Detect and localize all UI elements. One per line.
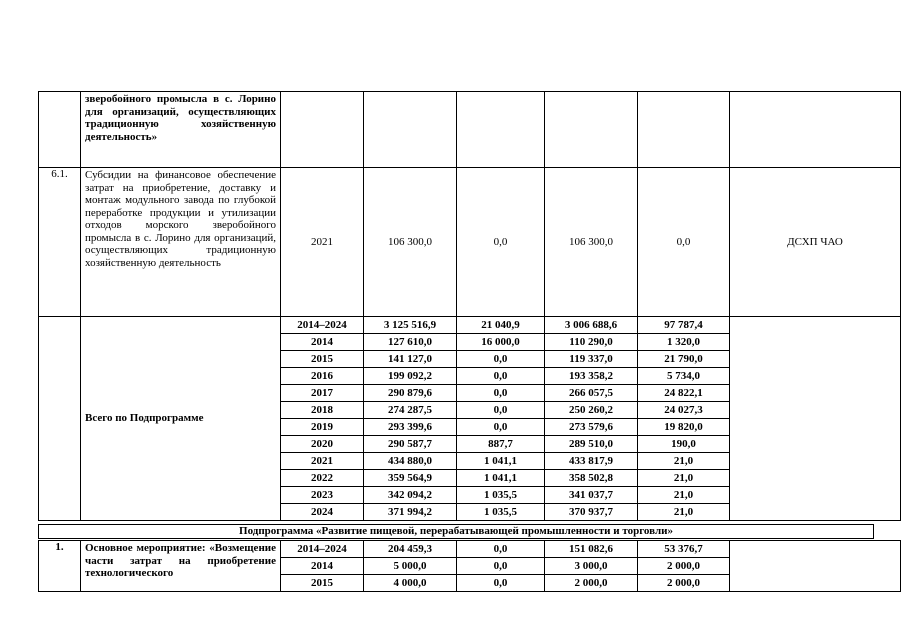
cell-year: 2023 xyxy=(281,487,364,504)
cell-federal: 0,0 xyxy=(457,368,545,385)
cell-year: 2018 xyxy=(281,402,364,419)
cell-regional: 3 000,0 xyxy=(545,558,638,575)
cell-description: зверобойного промысла в с. Лорино для организаций, осуществляющих традиционную хозяйственную деятельность» xyxy=(81,92,281,168)
subprogram-title: Подпрограмма «Развитие пищевой, перерабатывающей промышленности и торговли» xyxy=(38,524,874,539)
cell-federal: 1 041,1 xyxy=(457,453,545,470)
cell-regional: 433 817,9 xyxy=(545,453,638,470)
cell-regional: 193 358,2 xyxy=(545,368,638,385)
cell-local: 24 822,1 xyxy=(638,385,730,402)
cell-local: 21,0 xyxy=(638,453,730,470)
table-upper xyxy=(38,91,901,317)
table-row xyxy=(39,541,901,558)
cell-federal: 0,0 xyxy=(457,168,545,317)
cell-year: 2014 xyxy=(281,334,364,351)
cell-total: 3 125 516,9 xyxy=(364,317,457,334)
cell-regional: 106 300,0 xyxy=(545,168,638,317)
cell-total: 290 879,6 xyxy=(364,385,457,402)
cell-description: Основное мероприятие: «Возмещение части затрат на приобретение технологического xyxy=(81,541,281,592)
cell-regional: 273 579,6 xyxy=(545,419,638,436)
cell-local: 24 027,3 xyxy=(638,402,730,419)
cell-regional: 370 937,7 xyxy=(545,504,638,521)
cell-total: 434 880,0 xyxy=(364,453,457,470)
cell-total: 293 399,6 xyxy=(364,419,457,436)
cell-description: Субсидии на финансовое обеспечение затрат на приобретение, доставку и монтаж модульного завода по глубокой переработке продукции и утилизации отходов морского зверобойного промысла в с. Лорино для организаций, осуществляющих традиционную хозяйственную деятельность xyxy=(81,168,281,317)
cell-local: 2 000,0 xyxy=(638,575,730,592)
cell-regional: 3 006 688,6 xyxy=(545,317,638,334)
cell-local: 5 734,0 xyxy=(638,368,730,385)
table-row-continuation xyxy=(39,92,901,168)
cell-num: 1. xyxy=(39,541,81,592)
cell-total: 290 587,7 xyxy=(364,436,457,453)
cell-year: 2014 xyxy=(281,558,364,575)
cell-year: 2017 xyxy=(281,385,364,402)
cell-total: 199 092,2 xyxy=(364,368,457,385)
cell-executor: ДСХП ЧАО xyxy=(730,168,901,317)
cell-total: 127 610,0 xyxy=(364,334,457,351)
cell-local: 19 820,0 xyxy=(638,419,730,436)
cell-year: 2015 xyxy=(281,575,364,592)
cell-regional: 2 000,0 xyxy=(545,575,638,592)
table-total xyxy=(38,316,901,521)
cell-federal: 0,0 xyxy=(457,351,545,368)
cell-federal: 0,0 xyxy=(457,575,545,592)
cell-total: 106 300,0 xyxy=(364,168,457,317)
cell-local: 190,0 xyxy=(638,436,730,453)
cell-total: 204 459,3 xyxy=(364,541,457,558)
cell-regional: 151 082,6 xyxy=(545,541,638,558)
cell-federal: 887,7 xyxy=(457,436,545,453)
cell-year: 2014–2024 xyxy=(281,541,364,558)
cell-year: 2021 xyxy=(281,453,364,470)
cell-federal: 16 000,0 xyxy=(457,334,545,351)
cell-total: 274 287,5 xyxy=(364,402,457,419)
cell-federal: 0,0 xyxy=(457,558,545,575)
cell-regional: 289 510,0 xyxy=(545,436,638,453)
cell-total: 342 094,2 xyxy=(364,487,457,504)
cell-year: 2020 xyxy=(281,436,364,453)
cell-local: 1 320,0 xyxy=(638,334,730,351)
cell-year: 2016 xyxy=(281,368,364,385)
cell-regional: 110 290,0 xyxy=(545,334,638,351)
cell-federal: 0,0 xyxy=(457,419,545,436)
cell-local: 21,0 xyxy=(638,504,730,521)
cell-num: 6.1. xyxy=(39,168,81,317)
cell-federal: 1 035,5 xyxy=(457,504,545,521)
cell-local: 21,0 xyxy=(638,487,730,504)
cell-num xyxy=(39,92,81,168)
cell-federal: 0,0 xyxy=(457,541,545,558)
cell-regional: 341 037,7 xyxy=(545,487,638,504)
cell-federal: 1 035,5 xyxy=(457,487,545,504)
cell-local: 21 790,0 xyxy=(638,351,730,368)
cell-total: 141 127,0 xyxy=(364,351,457,368)
cell-total: 5 000,0 xyxy=(364,558,457,575)
cell-total: 371 994,2 xyxy=(364,504,457,521)
cell-total: 4 000,0 xyxy=(364,575,457,592)
cell-regional: 266 057,5 xyxy=(545,385,638,402)
cell-total: 359 564,9 xyxy=(364,470,457,487)
cell-regional: 358 502,8 xyxy=(545,470,638,487)
cell-local: 0,0 xyxy=(638,168,730,317)
cell-year: 2015 xyxy=(281,351,364,368)
table-row xyxy=(39,317,901,334)
cell-local: 2 000,0 xyxy=(638,558,730,575)
cell-year: 2022 xyxy=(281,470,364,487)
total-label: Всего по Подпрограмме xyxy=(81,317,281,521)
cell-local: 97 787,4 xyxy=(638,317,730,334)
cell-federal: 1 041,1 xyxy=(457,470,545,487)
cell-federal: 0,0 xyxy=(457,402,545,419)
cell-local: 21,0 xyxy=(638,470,730,487)
table-row-6-1 xyxy=(39,168,901,317)
cell-federal: 0,0 xyxy=(457,385,545,402)
table-subprogram2 xyxy=(38,540,901,592)
cell-year: 2021 xyxy=(281,168,364,317)
cell-year: 2024 xyxy=(281,504,364,521)
cell-regional: 250 260,2 xyxy=(545,402,638,419)
cell-federal: 21 040,9 xyxy=(457,317,545,334)
cell-year: 2019 xyxy=(281,419,364,436)
cell-year: 2014–2024 xyxy=(281,317,364,334)
cell-local: 53 376,7 xyxy=(638,541,730,558)
cell-regional: 119 337,0 xyxy=(545,351,638,368)
